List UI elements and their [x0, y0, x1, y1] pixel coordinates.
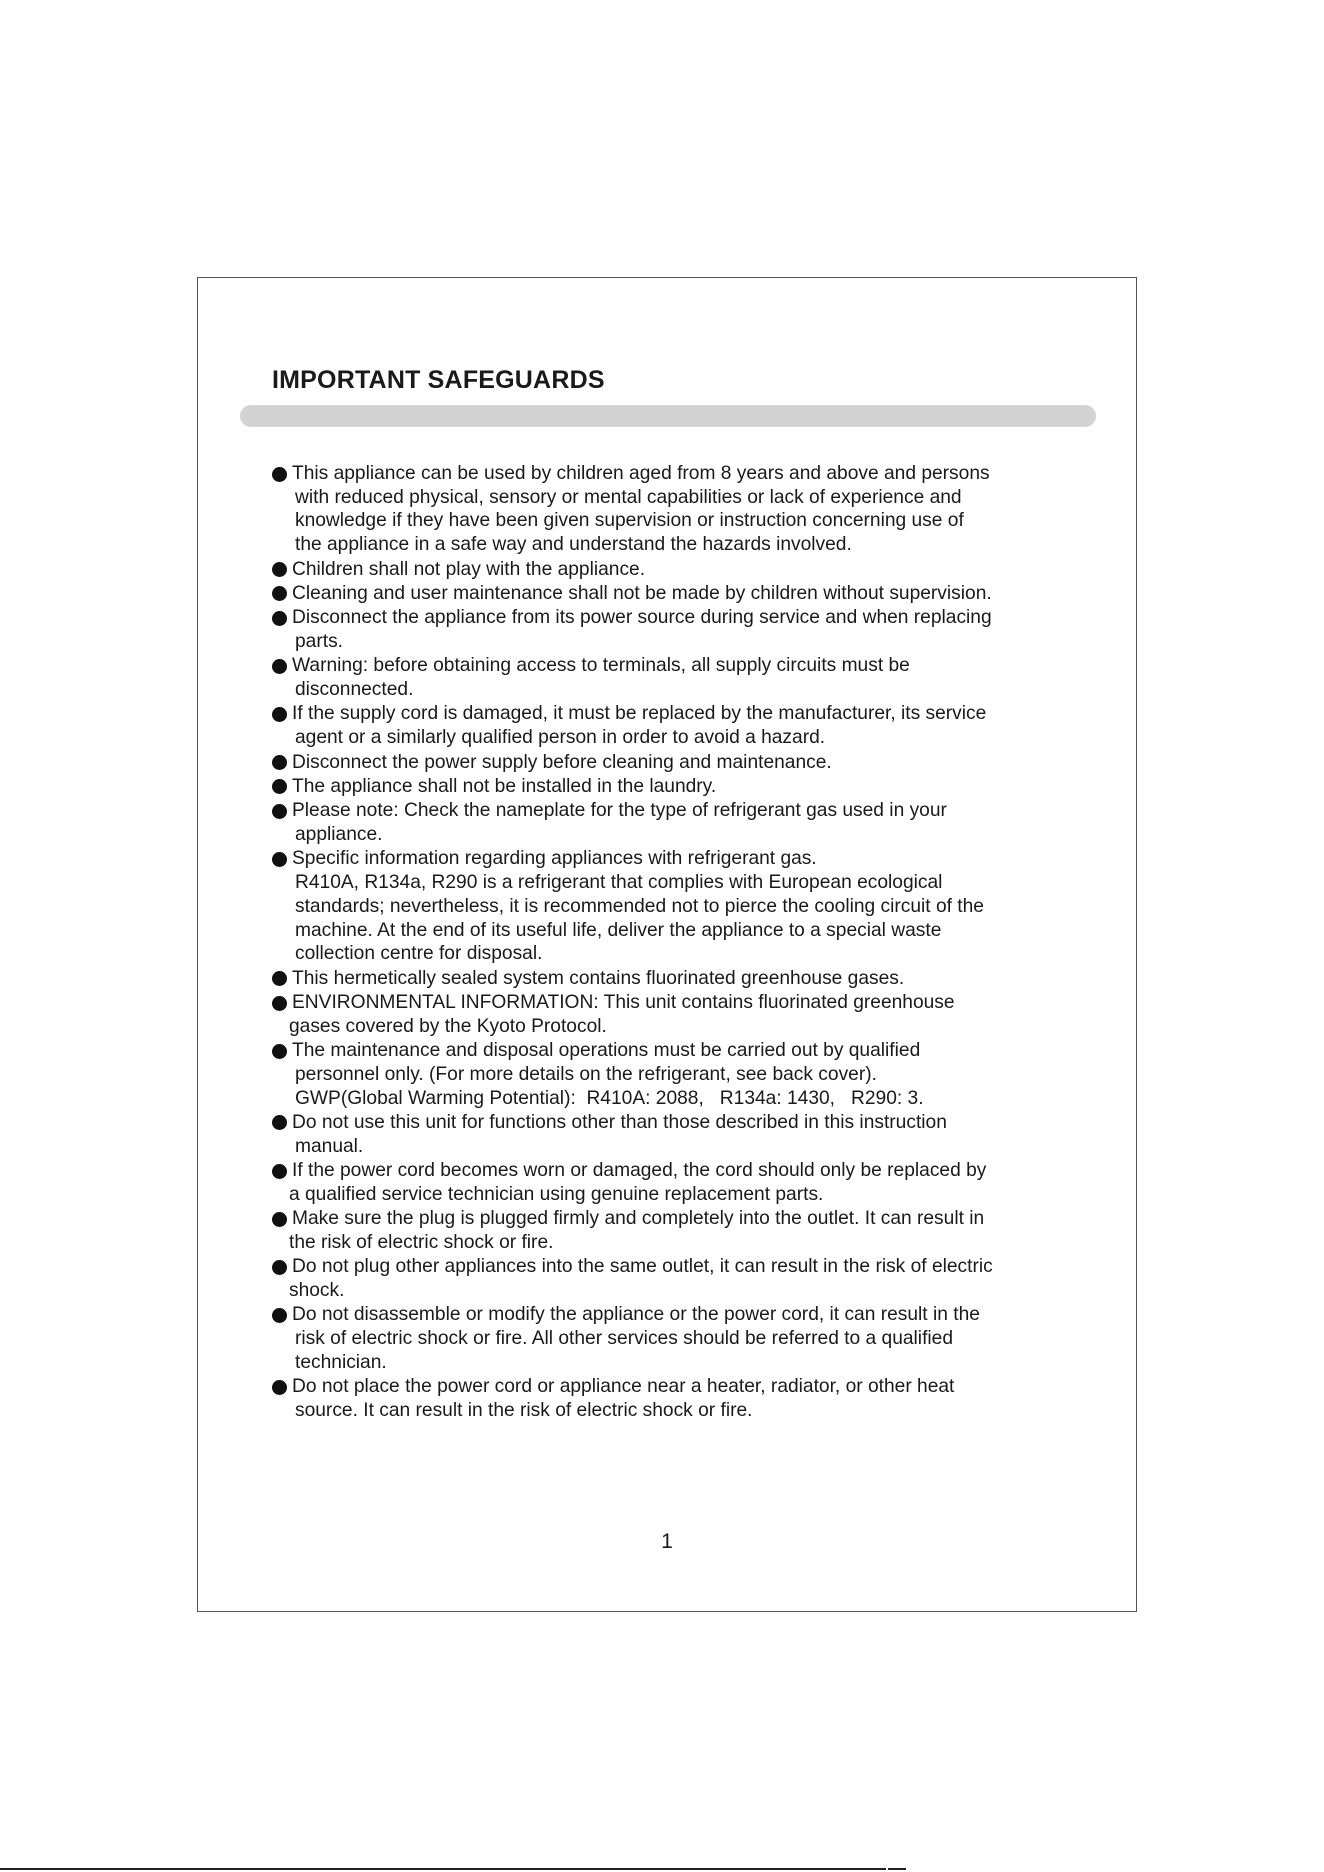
safeguard-text: [292, 967, 1072, 991]
safeguard-text: [292, 702, 1072, 749]
bullet-icon: [272, 707, 287, 722]
bullet-icon: [272, 1212, 287, 1227]
safeguard-text: [292, 847, 1072, 966]
safeguard-text: [289, 1255, 1072, 1302]
safeguard-item: [272, 606, 1072, 653]
bullet-icon: [272, 1260, 287, 1275]
safeguard-line: shock.: [289, 1279, 345, 1301]
bullet-icon: [272, 1380, 287, 1395]
safeguard-line: Do not use this unit for functions other than those described in this instruction: [292, 1111, 947, 1133]
safeguard-text: [292, 654, 1072, 701]
safeguard-item: [272, 1255, 1072, 1302]
safeguard-line: parts.: [295, 630, 343, 652]
bullet-icon: [272, 1164, 287, 1179]
safeguard-line: Children shall not play with the appliance.: [292, 558, 646, 580]
bullet-icon: [272, 1308, 287, 1323]
page-number: 1: [661, 1530, 673, 1553]
safeguard-line: Please note: Check the nameplate for the type of refrigerant gas used in your: [292, 800, 947, 822]
safeguard-line: gases covered by the Kyoto Protocol.: [289, 1015, 607, 1037]
bullet-icon: [272, 467, 287, 482]
bullet-icon: [272, 1115, 287, 1130]
safeguard-list: [272, 462, 1072, 1423]
safeguard-text: [292, 582, 1072, 606]
safeguard-line: with reduced physical, sensory or mental capabilities or lack of experience and: [295, 486, 962, 508]
safeguard-line: disconnected.: [295, 679, 414, 701]
page-title: IMPORTANT SAFEGUARDS: [272, 366, 605, 394]
title-underline-bar: [240, 405, 1096, 427]
safeguard-text: [292, 1375, 1072, 1422]
safeguard-text: [289, 1159, 1072, 1206]
safeguard-line: This appliance can be used by children aged from 8 years and above and persons: [292, 463, 990, 484]
safeguard-line: Warning: before obtaining access to terminals, all supply circuits must be: [292, 655, 910, 677]
safeguard-item: [272, 799, 1072, 846]
safeguard-line: technician.: [295, 1351, 387, 1373]
safeguard-line: Do not place the power cord or appliance near a heater, radiator, or other heat: [292, 1376, 955, 1398]
safeguard-item: [272, 751, 1072, 775]
safeguard-line: The maintenance and disposal operations must be carried out by qualified: [292, 1040, 921, 1062]
safeguard-text: [289, 1207, 1072, 1254]
safeguard-text: [292, 462, 1072, 557]
safeguard-line: If the power cord becomes worn or damaged, the cord should only be replaced by: [292, 1160, 987, 1182]
safeguard-item: [272, 558, 1072, 582]
bullet-icon: [272, 755, 287, 770]
safeguard-text: [292, 799, 1072, 846]
safeguard-line: Do not disassemble or modify the appliance or the power cord, it can result in the: [292, 1304, 980, 1326]
bullet-icon: [272, 562, 287, 577]
safeguard-item: [272, 967, 1072, 991]
safeguard-item: [272, 582, 1072, 606]
safeguard-line: Cleaning and user maintenance shall not be made by children without supervision.: [292, 582, 992, 604]
safeguard-line: Disconnect the power supply before cleaning and maintenance.: [292, 751, 832, 773]
safeguard-line: The appliance shall not be installed in the laundry.: [292, 775, 717, 797]
safeguard-line: Do not plug other appliances into the same outlet, it can result in the risk of electric: [292, 1256, 993, 1278]
safeguard-text: [292, 606, 1072, 653]
safeguard-item: [272, 1159, 1072, 1206]
safeguard-line: manual.: [295, 1135, 364, 1157]
safeguard-line: standards; nevertheless, it is recommended not to pierce the cooling circuit of the: [295, 895, 984, 917]
safeguard-item: [272, 1111, 1072, 1158]
footer-rule-end: [888, 1868, 906, 1870]
safeguard-line: If the supply cord is damaged, it must be replaced by the manufacturer, its service: [292, 703, 987, 725]
bullet-icon: [272, 659, 287, 674]
bullet-icon: [272, 586, 287, 601]
safeguard-line: risk of electric shock or fire. All other services should be referred to a qualified: [295, 1328, 954, 1349]
safeguard-line: agent or a similarly qualified person in order to avoid a hazard.: [295, 727, 826, 749]
safeguard-item: [272, 1207, 1072, 1254]
safeguard-line: Disconnect the appliance from its power source during service and when replacing: [292, 607, 992, 629]
safeguard-line: a qualified service technician using genuine replacement parts.: [289, 1183, 824, 1205]
safeguard-line: This hermetically sealed system contains fluorinated greenhouse gases.: [292, 967, 905, 989]
safeguard-item: [272, 847, 1072, 966]
safeguard-line: Make sure the plug is plugged firmly and completely into the outlet. It can result in: [292, 1208, 985, 1230]
safeguard-line: the appliance in a safe way and understand the hazards involved.: [295, 534, 852, 556]
bullet-icon: [272, 852, 287, 867]
safeguard-item: [272, 702, 1072, 749]
safeguard-line: knowledge if they have been given supervision or instruction concerning use of: [295, 510, 964, 532]
safeguard-text: [292, 1303, 1072, 1374]
safeguard-line: machine. At the end of its useful life, deliver the appliance to a special waste: [295, 919, 942, 941]
bullet-icon: [272, 611, 287, 626]
safeguard-text: [292, 558, 1072, 582]
footer-rule: [0, 1868, 886, 1870]
safeguard-line: the risk of electric shock or fire.: [289, 1231, 554, 1253]
bullet-icon: [272, 1044, 287, 1059]
safeguard-item: [272, 1039, 1072, 1110]
bullet-icon: [272, 804, 287, 819]
safeguard-line: Specific information regarding appliances with refrigerant gas.: [292, 848, 817, 870]
safeguard-item: [272, 1303, 1072, 1374]
safeguard-line: GWP(Global Warming Potential): R410A: 2088, R134a: 1430, R290: 3.: [295, 1087, 924, 1109]
safeguard-line: R410A, R134a, R290 is a refrigerant that complies with European ecological: [295, 872, 943, 894]
safeguard-line: personnel only. (For more details on the refrigerant, see back cover).: [295, 1063, 877, 1085]
safeguard-line: collection centre for disposal.: [295, 943, 543, 965]
safeguard-text: [292, 751, 1072, 775]
safeguard-text: [292, 1039, 1072, 1110]
bullet-icon: [272, 971, 287, 986]
safeguard-item: [272, 654, 1072, 701]
safeguard-line: appliance.: [295, 824, 383, 846]
safeguard-text: [292, 775, 1072, 799]
safeguard-item: [272, 775, 1072, 799]
safeguard-line: source. It can result in the risk of electric shock or fire.: [295, 1399, 753, 1421]
safeguard-item: [272, 462, 1072, 557]
safeguard-item: [272, 991, 1072, 1038]
bullet-icon: [272, 779, 287, 794]
safeguard-text: [292, 1111, 1072, 1158]
safeguard-item: [272, 1375, 1072, 1422]
safeguard-line: ENVIRONMENTAL INFORMATION: This unit contains fluorinated greenhouse: [292, 992, 955, 1014]
bullet-icon: [272, 996, 287, 1011]
safeguard-text: [289, 991, 1072, 1038]
